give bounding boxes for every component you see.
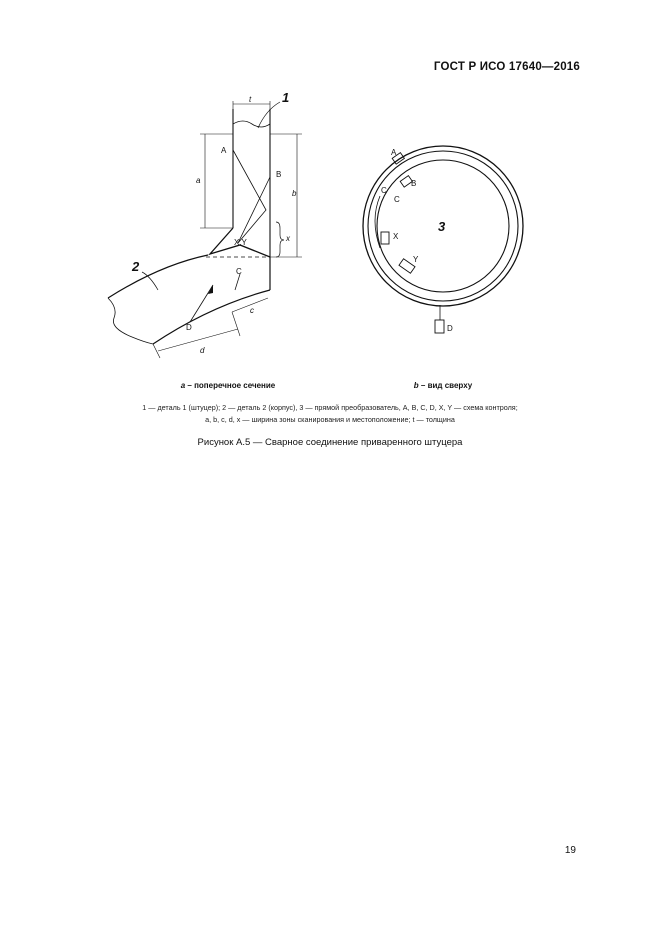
main-pipe-outer <box>108 255 208 298</box>
legend-line-2: a, b, c, d, x — ширина зоны сканирования и местоположение; t — толщина <box>205 415 455 424</box>
label-part3: 3 <box>438 219 446 234</box>
label-XY: X,Y <box>234 238 247 247</box>
legend-line-1: 1 — деталь 1 (штуцер); 2 — деталь 2 (корпус), 3 — прямой преобразователь, A, B, C, D, X, Y — схема контроля; <box>142 403 518 412</box>
label-dim-a: a <box>196 176 201 185</box>
figure-title: Рисунок А.5 — Сварное соединение приваренного штуцера <box>197 437 463 448</box>
caption-top-view: b – вид сверху <box>413 381 473 390</box>
label-D: D <box>186 323 192 332</box>
label-dim-x: x <box>286 234 290 243</box>
label-dim-d: d <box>200 346 205 355</box>
label-C: C <box>236 267 242 276</box>
probe-x <box>381 232 389 244</box>
standard-header: ГОСТ Р ИСО 17640—2016 <box>433 61 580 73</box>
main-pipe-break <box>108 298 153 344</box>
label-A: A <box>221 146 227 155</box>
main-pipe-inner <box>153 290 270 344</box>
weld-figure <box>0 0 661 400</box>
label-dim-t: t <box>249 95 252 104</box>
top-label-X: X <box>393 232 399 241</box>
figure-legend <box>60 402 600 426</box>
nozzle-break-line <box>233 121 270 127</box>
label-B: B <box>276 170 282 179</box>
top-label-D: D <box>447 324 453 333</box>
top-label-Y: Y <box>413 255 419 264</box>
label-part2: 2 <box>132 259 140 274</box>
beam-path-ab <box>233 150 270 243</box>
top-label-B: B <box>411 179 417 188</box>
label-part1: 1 <box>282 90 290 105</box>
probe-d <box>435 320 444 333</box>
label-dim-c: c <box>250 306 254 315</box>
label-dim-b: b <box>292 189 297 198</box>
top-label-A: A <box>391 148 397 157</box>
page-number: 19 <box>564 845 576 856</box>
top-label-C2: C <box>394 195 400 204</box>
top-label-C1: C <box>381 186 387 195</box>
caption-cross-section: a – поперечное сечение <box>180 381 276 390</box>
